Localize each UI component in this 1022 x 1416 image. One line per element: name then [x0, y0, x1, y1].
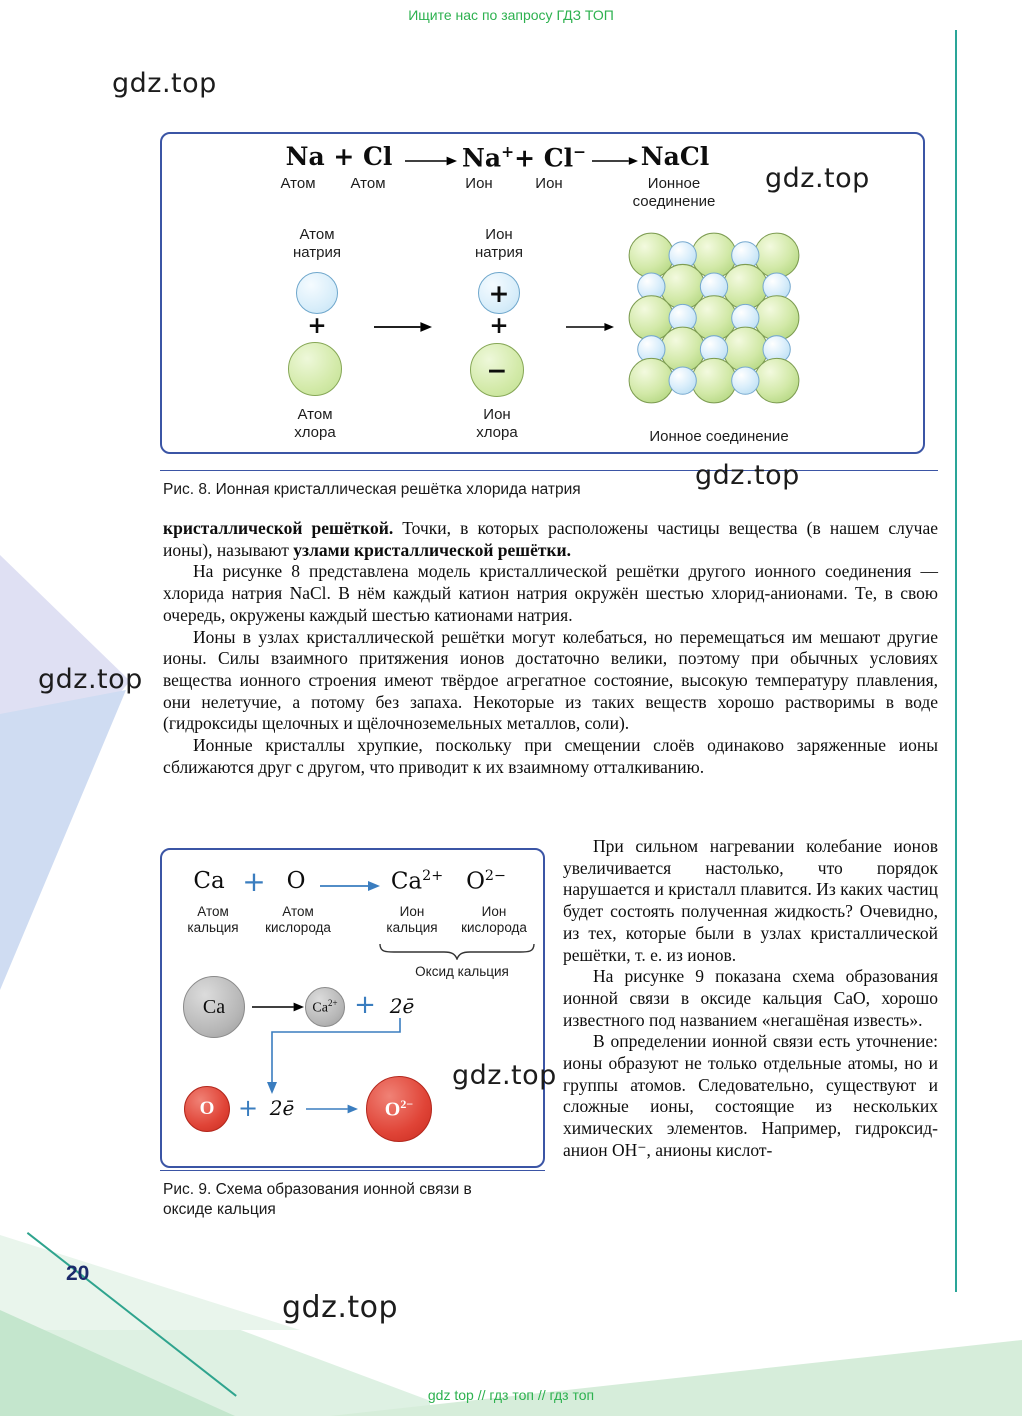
- figure-9-caption: Рис. 9. Схема образования ионной связи в оксиде кальция: [163, 1181, 472, 1218]
- watermark: gdz.top: [38, 664, 143, 695]
- label-oxygen-atom: Атом кислорода: [265, 904, 331, 936]
- oxygen-symbol: O: [286, 868, 306, 894]
- label-atom: Атом: [280, 175, 316, 192]
- paragraph: В определении ионной связи есть уточнение: ионы образуют не только отдельные атомы, но и группы атомов. Следовательно, существуют и сложные ионы, состоящие из нескольких химических элементов. Например, гидроксид-анион OH⁻, анионы кислот-: [563, 1031, 938, 1160]
- plus-sign: +: [307, 312, 327, 339]
- sodium-atom-circle: [296, 272, 338, 314]
- arrow-right-icon: [374, 320, 432, 334]
- paragraph: Ионы в узлах кристаллической решётки могут колебаться, но перемещаться им мешают другие ионы. Силы взаимного притяжения ионов достаточно велики, поэтому при обычных условиях вещества ионного строения имеют твёрдое агрегатное состояние, высокую температуру плавления, они нелетучие, а потому без запаха. Некоторые из таких веществ хорошо растворимы в воде (гидроксиды щелочных и щёлочноземельных металлов, соли).: [163, 626, 938, 734]
- label-ion: Ион: [535, 175, 563, 192]
- watermark: gdz.top: [112, 68, 217, 99]
- figure-9: [160, 848, 545, 1168]
- arrow-right-icon: [306, 1102, 358, 1116]
- caption-divider: [160, 1170, 545, 1171]
- oxygen-atom-circle: [184, 1086, 230, 1132]
- caption-divider: [160, 470, 938, 471]
- chloride-ion-circle: [470, 343, 524, 397]
- electrons-label: 2ē: [269, 1096, 295, 1120]
- page-number: 20: [66, 1262, 90, 1285]
- equation-product: NaCl: [640, 142, 710, 171]
- calcium-atom-text: Ca: [202, 995, 226, 1018]
- plus-sign: +: [489, 312, 509, 339]
- minus-charge-sign: −: [486, 355, 508, 385]
- arrow-right-icon: [320, 879, 380, 893]
- arrow-right-icon: [592, 154, 638, 168]
- label-calcium-ion: Ион кальция: [386, 904, 438, 936]
- right-column-text: [563, 836, 938, 1162]
- paragraph: Ионные кристаллы хрупкие, поскольку при смещении слоёв одинаково заряженные ионы сближаются друг с другом, что приводит к их взаимному отталкиванию.: [163, 735, 938, 777]
- background-shape-lightblue: [0, 690, 126, 990]
- arrow-right-icon: [405, 154, 457, 168]
- label-ion: Ион: [465, 175, 493, 192]
- label-calcium-atom: Атом кальция: [187, 904, 239, 936]
- plus-sign: +: [354, 990, 376, 1020]
- oxygen-atom-text: O: [199, 1098, 215, 1119]
- watermark: gdz.top: [282, 1290, 399, 1325]
- bold-term: узлами кристаллической решётки.: [293, 539, 571, 560]
- calcium-ion-symbol: $Ca^{2+}$: [390, 868, 444, 895]
- body-text-block: [163, 518, 938, 778]
- calcium-ion-text: $Ca^{2+}$: [312, 997, 338, 1016]
- label-chloride-ion: Ион хлора: [476, 406, 518, 441]
- background-shape-green-pale: [0, 1235, 300, 1330]
- top-search-link[interactable]: Ищите нас по запросу ГДЗ ТОП: [408, 7, 614, 23]
- plus-sign: +: [242, 865, 266, 898]
- equation-reactants: Na + Cl: [285, 142, 393, 171]
- label-chlorine-atom: Атом хлора: [294, 406, 336, 441]
- right-border-line: [955, 30, 957, 1292]
- label-sodium-atom: Атом натрия: [292, 226, 341, 261]
- crystal-lattice-graphic: [618, 222, 810, 414]
- paragraph: На рисунке 9 показана схема образования ионной связи в оксиде кальция CaO, хорошо известного под названием «негашёная известь».: [563, 966, 938, 1030]
- watermark: gdz.top: [452, 1060, 557, 1091]
- plus-charge-sign: +: [488, 278, 510, 308]
- watermark: gdz.top: [765, 163, 870, 194]
- electrons-label: 2ē: [389, 994, 415, 1018]
- watermark: gdz.top: [695, 460, 800, 491]
- figure-8-caption: Рис. 8. Ионная кристаллическая решётка хлорида натрия: [163, 481, 581, 498]
- underbrace-icon: [378, 942, 536, 960]
- label-atom: Атом: [350, 175, 386, 192]
- oxide-ion-text: $O^{2-}$: [384, 1096, 414, 1121]
- sodium-ion-circle: [478, 272, 520, 314]
- label-calcium-oxide: Оксид кальция: [415, 964, 509, 979]
- calcium-atom-circle: [183, 976, 245, 1038]
- chlorine-atom-circle: [288, 342, 342, 396]
- body-text: Точки, в которых расположены частицы вещества (в нашем случае ионы), называют: [163, 518, 938, 560]
- background-shape-green-band: [330, 1340, 1022, 1416]
- arrow-right-icon: [252, 1000, 304, 1014]
- paragraph: На рисунке 8 представлена модель кристаллической решётки другого ионного соединения — хлорида натрия NaCl. В нём каждый катион натрия окружён шестью хлорид-анионами. Те, в свою очередь, окружены каждый шестью катионами натрия.: [163, 561, 938, 625]
- label-oxide-ion: Ион кислорода: [461, 904, 527, 936]
- oxide-ion-circle: [366, 1076, 432, 1142]
- paragraph: [163, 518, 938, 561]
- label-ionic-compound-bottom: Ионное соединение: [649, 428, 789, 445]
- calcium-symbol: Ca: [193, 868, 225, 894]
- arrow-right-icon: [566, 320, 614, 334]
- bold-term: кристаллической решёткой.: [163, 518, 394, 538]
- equation-ions: Na++ Cl−: [462, 142, 587, 173]
- oxide-ion-symbol: $O^{2-}$: [466, 868, 506, 895]
- paragraph: При сильном нагревании колебание ионов увеличивается настолько, что порядок нарушается и кристалл плавится. Из каких частиц будет состоять полученная жидкость? Очевидно, из тех, которые были в узлах кристаллической решётки, т. е. из ионов.: [563, 836, 938, 965]
- label-sodium-ion: Ион натрия: [474, 226, 523, 261]
- bottom-links[interactable]: gdz top // гдз топ // гдз топ: [427, 1387, 595, 1403]
- plus-sign: +: [237, 1094, 259, 1122]
- label-ionic-compound: Ионное соединение: [632, 175, 716, 210]
